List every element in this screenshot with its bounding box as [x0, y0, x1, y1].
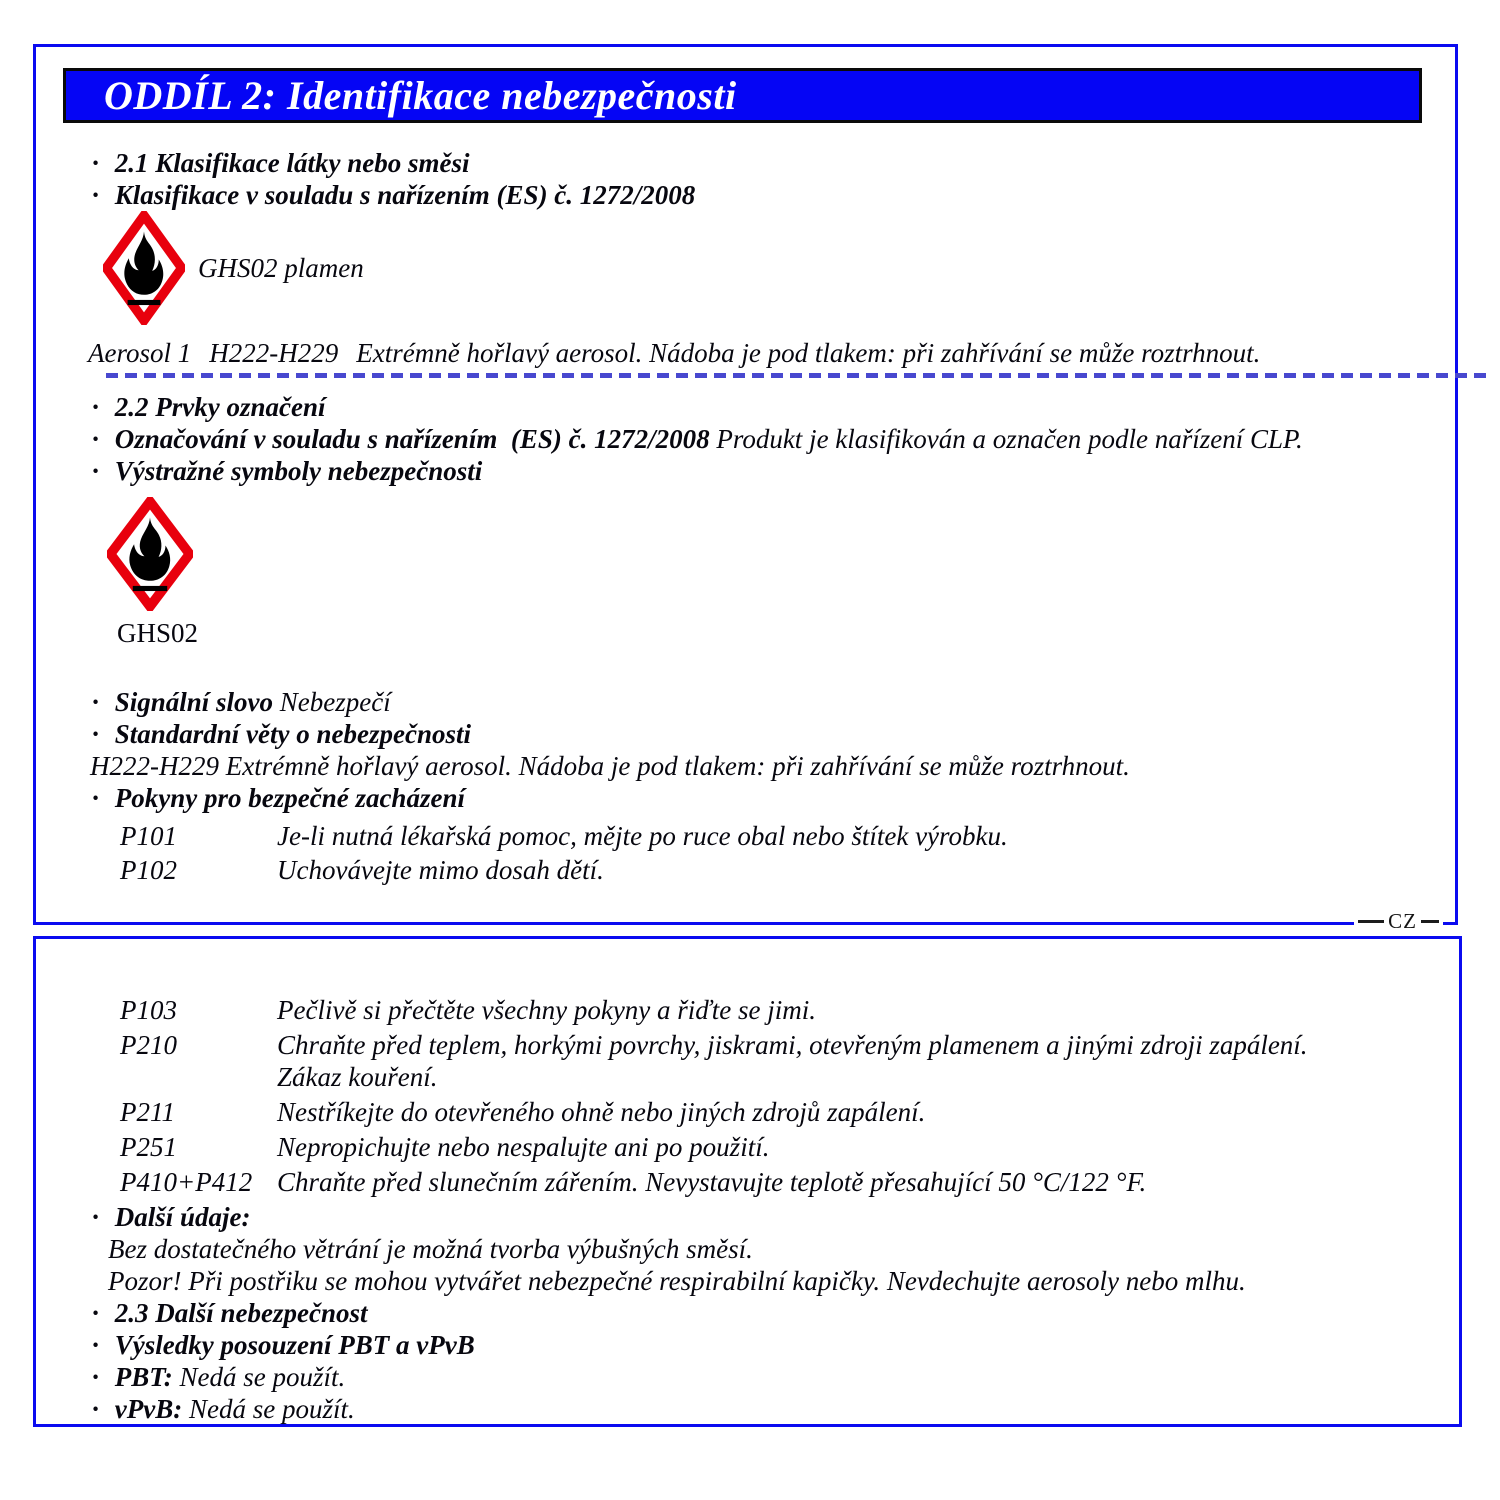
aerosol-h-codes: H222-H229: [209, 338, 339, 368]
pictogram-row-2: [107, 497, 1435, 649]
p-text: Uchovávejte mimo dosah dětí.: [277, 855, 604, 885]
signal-word-value: Nebezpečí: [273, 687, 391, 717]
p-text: Pečlivě si přečtěte všechny pokyny a řiďte se jimi.: [277, 995, 816, 1025]
p-code: P211: [120, 1097, 175, 1127]
section-2-header-bar: [63, 68, 1422, 123]
labeling-clp-line: [108, 423, 1435, 455]
labeling-label: Označování v souladu s nařízením (ES) č. 1272/2008: [114, 424, 710, 454]
p-code: P251: [120, 1132, 177, 1162]
section-2-continuation-frame: [33, 936, 1462, 1427]
p-code: P103: [120, 995, 177, 1025]
p-text-line2: Zákaz kouření.: [277, 1062, 438, 1092]
precautionary-title: · Pokyny pro bezpečné zacházení: [108, 782, 1435, 814]
precaution-row: [120, 854, 1435, 886]
continuation-content: [36, 939, 1459, 1425]
precaution-row: [120, 994, 1439, 1026]
dash-left: [1358, 920, 1384, 923]
p-text: Chraňte před slunečním zářením. Nevystavujte teplotě přesahující 50 °C/122 °F.: [277, 1167, 1147, 1197]
subsection-2-3-title: · 2.3 Další nebezpečnost: [108, 1297, 1439, 1329]
vpvb-value: Nedá se použít.: [182, 1394, 355, 1424]
other-data-title: · Další údaje:: [108, 1201, 1439, 1233]
section-2-title: ODDÍL 2: Identifikace nebezpečnosti: [104, 72, 737, 118]
p-code: P101: [120, 821, 177, 851]
signal-word-line: [108, 686, 1435, 718]
section-2-frame: [33, 44, 1458, 933]
pictogram-1-label: GHS02 plamen: [198, 253, 364, 283]
p-text: Je-li nutná lékařská pomoc, mějte po ruce obal nebo štítek výrobku.: [277, 821, 1008, 851]
vpvb-line: [108, 1393, 1439, 1425]
precaution-row: [120, 1131, 1439, 1163]
pbt-line: [108, 1361, 1439, 1393]
pictogram-row-1: [103, 211, 1435, 325]
dashed-divider: [106, 373, 1491, 378]
p-code: P102: [120, 855, 177, 885]
other-data-line: Pozor! Při postřiku se mohou vytvářet nebezpečné respirabilní kapičky. Nevdechujte aerosoly nebo mlhu.: [108, 1266, 1246, 1296]
section-2-content: [36, 123, 1455, 886]
aerosol-classification-line: [88, 337, 1435, 369]
hazard-symbols-title: · Výstražné symboly nebezpečnosti: [108, 455, 1435, 487]
pbt-results-title: · Výsledky posouzení PBT a vPvB: [108, 1329, 1439, 1361]
pbt-value: Nedá se použít.: [172, 1362, 346, 1392]
language-code: CZ: [1388, 909, 1417, 933]
aerosol-class: Aerosol 1: [88, 338, 192, 368]
p-code: P410+P412: [120, 1167, 253, 1197]
signal-word-label: Signální slovo: [114, 687, 274, 717]
dash-right: [1421, 920, 1439, 923]
precaution-row: [120, 1166, 1439, 1198]
pictogram-2-label: GHS02: [117, 618, 199, 648]
labeling-text: Produkt je klasifikován a označen podle nařízení CLP.: [709, 424, 1303, 454]
precaution-row: [120, 1096, 1439, 1128]
precaution-row: [120, 820, 1435, 852]
hazard-statements-title: · Standardní věty o nebezpečnosti: [108, 718, 1435, 750]
vpvb-label: vPvB:: [114, 1394, 183, 1424]
p-code: P210: [120, 1030, 177, 1060]
ghs02-flame-diamond-icon: [103, 211, 185, 325]
page-language-tab: [1354, 905, 1443, 937]
p-text: Nestříkejte do otevřeného ohně nebo jiných zdrojů zapálení.: [277, 1097, 926, 1127]
other-data-line: Bez dostatečného větrání je možná tvorba výbušných směsí.: [108, 1234, 753, 1264]
classification-clp-line: · Klasifikace v souladu s nařízením (ES) č. 1272/2008: [108, 179, 1435, 211]
p-text: Nepropichujte nebo nespalujte ani po použití.: [277, 1132, 770, 1162]
subsection-2-2-title: · 2.2 Prvky označení: [108, 391, 1435, 423]
p-text: Chraňte před teplem, horkými povrchy, jiskrami, otevřeným plamenem a jinými zdroji zapálení. Zákaz kouření.: [277, 1029, 1439, 1093]
aerosol-statement: Extrémně hořlavý aerosol. Nádoba je pod tlakem: při zahřívání se může roztrhnout.: [356, 338, 1261, 368]
ghs02-flame-diamond-icon: [107, 497, 193, 611]
precaution-row: [120, 1029, 1439, 1093]
subsection-2-1-title: · 2.1 Klasifikace látky nebo směsi: [108, 147, 1435, 179]
hazard-statement-line: H222-H229 Extrémně hořlavý aerosol. Nádoba je pod tlakem: při zahřívání se může roztrhnout.: [90, 751, 1130, 781]
pbt-label: PBT:: [114, 1362, 173, 1392]
